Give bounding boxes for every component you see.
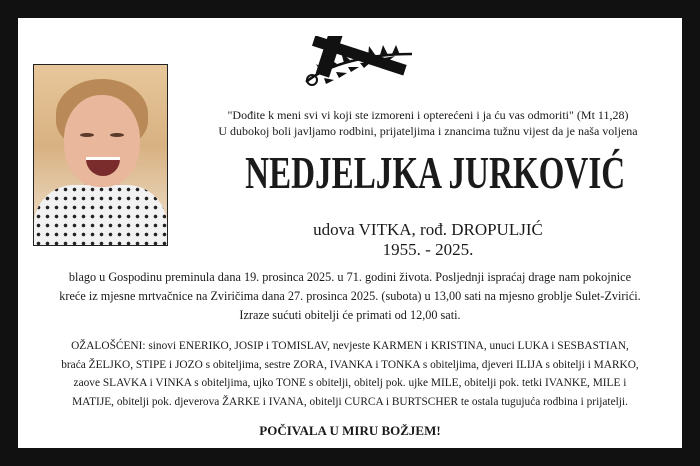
photo-eye [110, 133, 124, 137]
mourners-paragraph [18, 337, 682, 411]
deceased-name: NEDJELJKA JURKOVIĆ [245, 147, 626, 198]
mourners-line: braća ŽELJKO, STIPE i JOZO s obiteljima, sestre ZORA, IVANKA i TONKA s obiteljima, djeveri ILIJA s obitelji i MARKO, [61, 357, 639, 371]
cross-with-palm-branch-icon [298, 36, 418, 94]
announcement-line: Izraze sućuti obitelji će primati od 12,00 sati. [239, 308, 461, 322]
announcement-line: blago u Gospodinu preminula dana 19. prosinca 2025. u 71. godini života. Posljednji ispraćaj drage nam pokojnice [68, 270, 632, 284]
widow-line: udova VITKA, rođ. DROPULJIĆ [313, 220, 543, 239]
intro-text: U dubokoj boli javljamo rodbini, prijateljima i znancima tužnu vijest da je naša voljena [218, 124, 638, 138]
photo-eye [80, 133, 94, 137]
portrait-photo [33, 64, 168, 246]
mourners-line: zaove SLAVKA i VINKA s obiteljima, ujko TONE s obitelji, obitelj pok. ujke MILE, obitelji pok. tetki IVANKE, MILE i [73, 376, 627, 389]
announcement-paragraph [18, 268, 682, 325]
mourners-line: OŽALOŠĆENI: sinovi ENERIKO, JOSIP i TOMISLAV, nevjeste KARMEN i KRISTINA, unuci LUKA i SESBASTIAN, [71, 339, 629, 352]
bible-quote: "Dođite k meni svi vi koji ste izmoreni i opterećeni i ja ću vas odmoriti" (Mt 11,28) [227, 108, 629, 122]
closing-blessing: POČIVALA U MIRU BOŽJEM! [259, 423, 441, 438]
obituary-card [18, 18, 682, 448]
photo-dress [34, 185, 167, 245]
mourners-line: MATIJE, obitelji pok. djeverova ŽARKE i IVANA, obitelji CURCA i BURTSCHER te ostala tugujuća rodbina i prijatelji. [72, 394, 628, 408]
announcement-line: kreće iz mjesne mrtvačnice na Zviričima dana 27. prosinca 2025. (subota) u 13,00 sati na mjesno groblje Sulet-Zvirići. [59, 289, 641, 303]
life-years: 1955. - 2025. [382, 240, 474, 259]
